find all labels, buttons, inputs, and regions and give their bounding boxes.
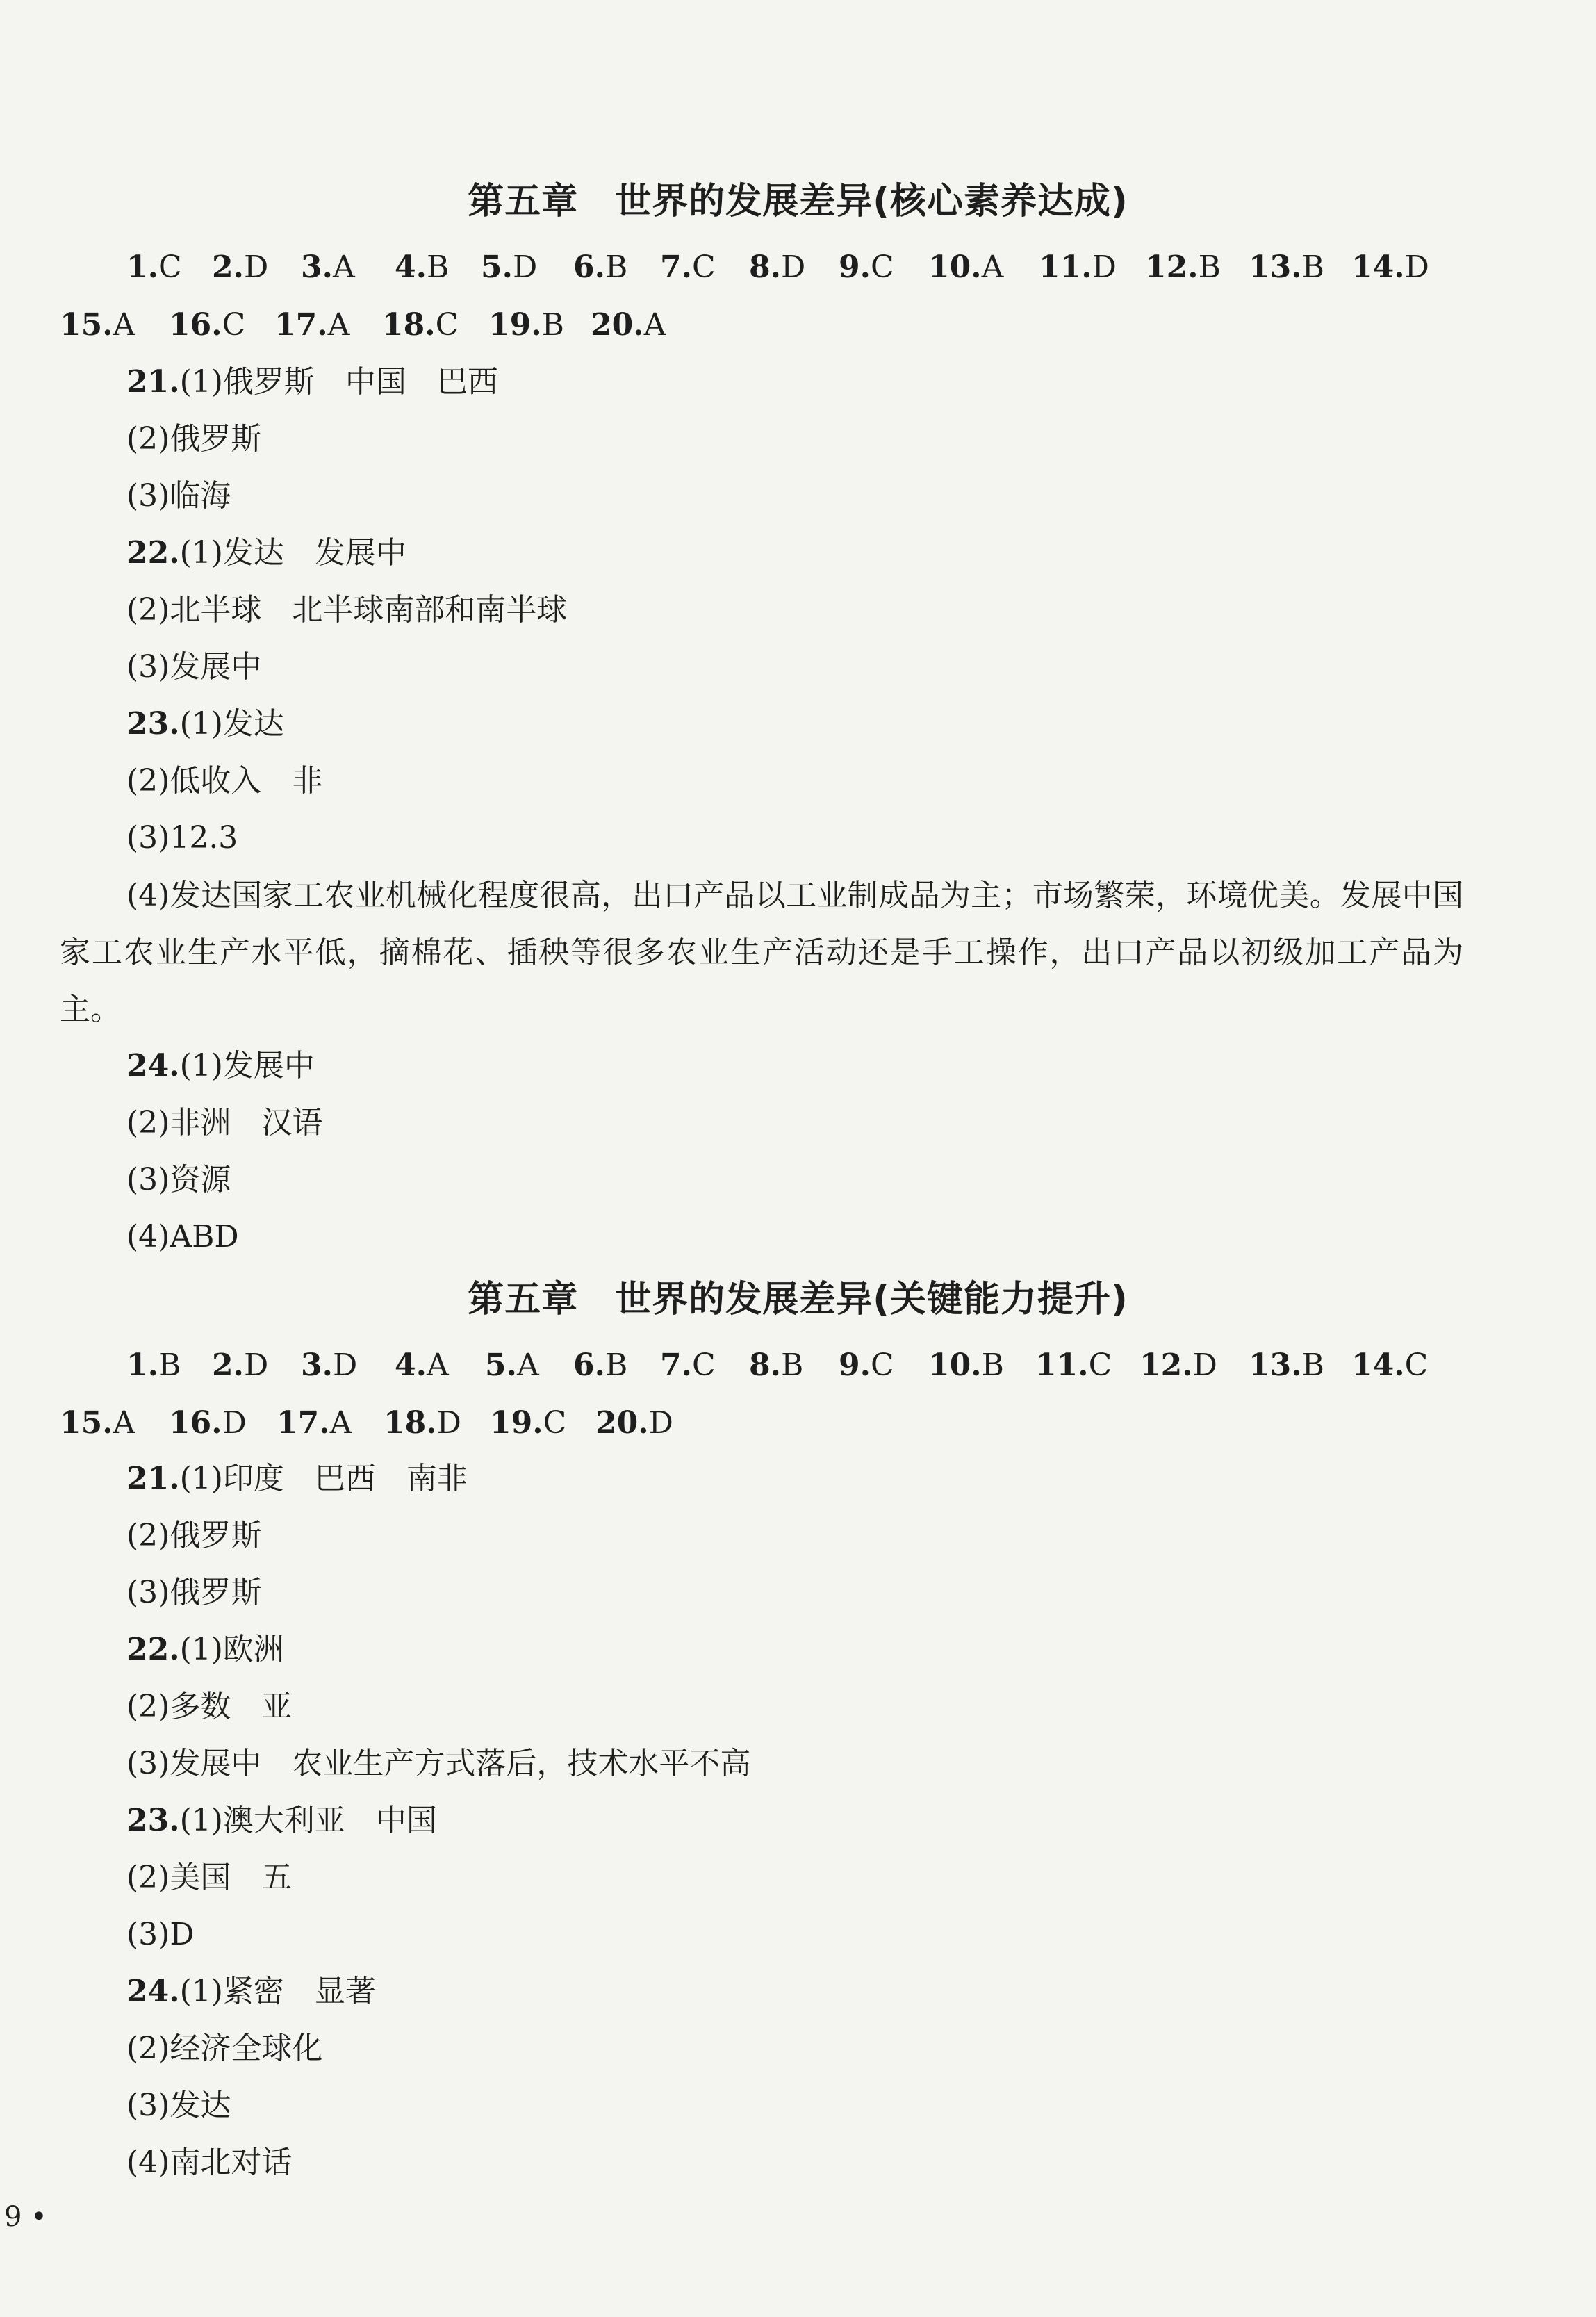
mc-answer: 4.A	[395, 1348, 449, 1383]
s1-q22-part1: 22.(1)发达 发展中	[126, 535, 406, 571]
s1-q23-part2: (2)低收入 非	[126, 763, 323, 799]
mc-answer: 8.B	[749, 1348, 804, 1383]
s1-q23-part3: (3)12.3	[126, 820, 238, 855]
mc-answer: 15.A	[60, 1405, 135, 1441]
mc-answer: 4.B	[395, 249, 450, 285]
section2-mc-row2	[0, 1395, 1596, 1451]
s1-q22-part3: (3)发展中	[126, 649, 262, 685]
s2-q22-part1: 22.(1)欧洲	[126, 1632, 284, 1667]
mc-answer: 8.D	[749, 249, 806, 285]
s1-q24-part2: (2)非洲 汉语	[126, 1105, 323, 1140]
s2-q22-part2: (2)多数 亚	[126, 1689, 293, 1724]
section1-mc-row2	[0, 297, 1596, 353]
s1-q22-part2: (2)北半球 北半球南部和南半球	[126, 592, 568, 628]
mc-answer: 5.D	[481, 249, 538, 285]
mc-answer: 13.B	[1249, 249, 1324, 285]
mc-answer: 5.A	[485, 1348, 539, 1383]
mc-answer: 14.D	[1351, 249, 1429, 285]
mc-answer: 19.C	[490, 1405, 567, 1441]
mc-answer: 14.C	[1351, 1348, 1429, 1383]
s2-q23-part1: 23.(1)澳大利亚 中国	[126, 1803, 437, 1838]
s1-q23-part4: (4)发达国家工农业机械化程度很高，出口产品以工业制成品为主；市场繁荣，环境优美。发展中国家工农业生产水平低，摘棉花、插秧等很多农业生产活动还是手工操作，出口产品以初级加工产品为主。	[60, 878, 1463, 1027]
s1-q24-part1: 24.(1)发展中	[126, 1048, 315, 1083]
mc-answer: 2.D	[212, 249, 269, 285]
mc-answer: 3.D	[301, 1348, 358, 1383]
s2-q24-part1: 24.(1)紧密 显著	[126, 1974, 376, 2009]
s1-q24-part4: (4)ABD	[126, 1219, 239, 1254]
s2-q23-part2: (2)美国 五	[126, 1860, 293, 1895]
section2-title: 第五章 世界的发展差异(关键能力提升)	[468, 1279, 1128, 1320]
section1-mc-row1	[0, 240, 1596, 295]
s1-q21-part1: 21.(1)俄罗斯 中国 巴西	[126, 364, 498, 400]
mc-answer: 12.D	[1140, 1348, 1217, 1383]
section2-mc-row1	[0, 1338, 1596, 1393]
mc-answer: 20.D	[595, 1405, 673, 1441]
mc-answer: 12.B	[1145, 249, 1221, 285]
s2-q23-part3: (3)D	[126, 1917, 195, 1952]
mc-answer: 18.C	[382, 307, 459, 343]
s1-q23-part1: 23.(1)发达	[126, 706, 284, 742]
page-number: 9 •	[4, 2201, 47, 2233]
s2-q22-part3: (3)发展中 农业生产方式落后，技术水平不高	[126, 1746, 751, 1781]
mc-answer: 11.C	[1035, 1348, 1112, 1383]
s2-q21-part2: (2)俄罗斯	[126, 1518, 262, 1553]
mc-answer: 7.C	[660, 249, 716, 285]
mc-answer: 1.C	[126, 249, 182, 285]
mc-answer: 16.C	[169, 307, 246, 343]
mc-answer: 17.A	[277, 1405, 352, 1441]
s2-q24-part4: (4)南北对话	[126, 2145, 293, 2180]
s1-q21-part3: (3)临海	[126, 478, 231, 514]
mc-answer: 11.D	[1039, 249, 1117, 285]
s2-q24-part2: (2)经济全球化	[126, 2031, 323, 2066]
mc-answer: 19.B	[488, 307, 564, 343]
mc-answer: 2.D	[212, 1348, 269, 1383]
mc-answer: 18.D	[384, 1405, 461, 1441]
s2-q21-part3: (3)俄罗斯	[126, 1575, 262, 1610]
s1-q24-part3: (3)资源	[126, 1162, 231, 1197]
mc-answer: 7.C	[660, 1348, 716, 1383]
mc-answer: 20.A	[591, 307, 666, 343]
s2-q24-part3: (3)发达	[126, 2088, 231, 2123]
mc-answer: 9.C	[839, 1348, 894, 1383]
mc-answer: 6.B	[573, 1348, 628, 1383]
mc-answer: 9.C	[839, 249, 894, 285]
mc-answer: 6.B	[573, 249, 628, 285]
section1-title: 第五章 世界的发展差异(核心素养达成)	[468, 181, 1128, 222]
mc-answer: 10.A	[928, 249, 1004, 285]
mc-answer: 13.B	[1249, 1348, 1324, 1383]
mc-answer: 16.D	[169, 1405, 247, 1441]
mc-answer: 10.B	[928, 1348, 1004, 1383]
mc-answer: 17.A	[274, 307, 350, 343]
mc-answer: 15.A	[60, 307, 135, 343]
mc-answer: 3.A	[301, 249, 355, 285]
s2-q21-part1: 21.(1)印度 巴西 南非	[126, 1461, 468, 1496]
s1-q21-part2: (2)俄罗斯	[126, 421, 262, 457]
mc-answer: 1.B	[126, 1348, 181, 1383]
